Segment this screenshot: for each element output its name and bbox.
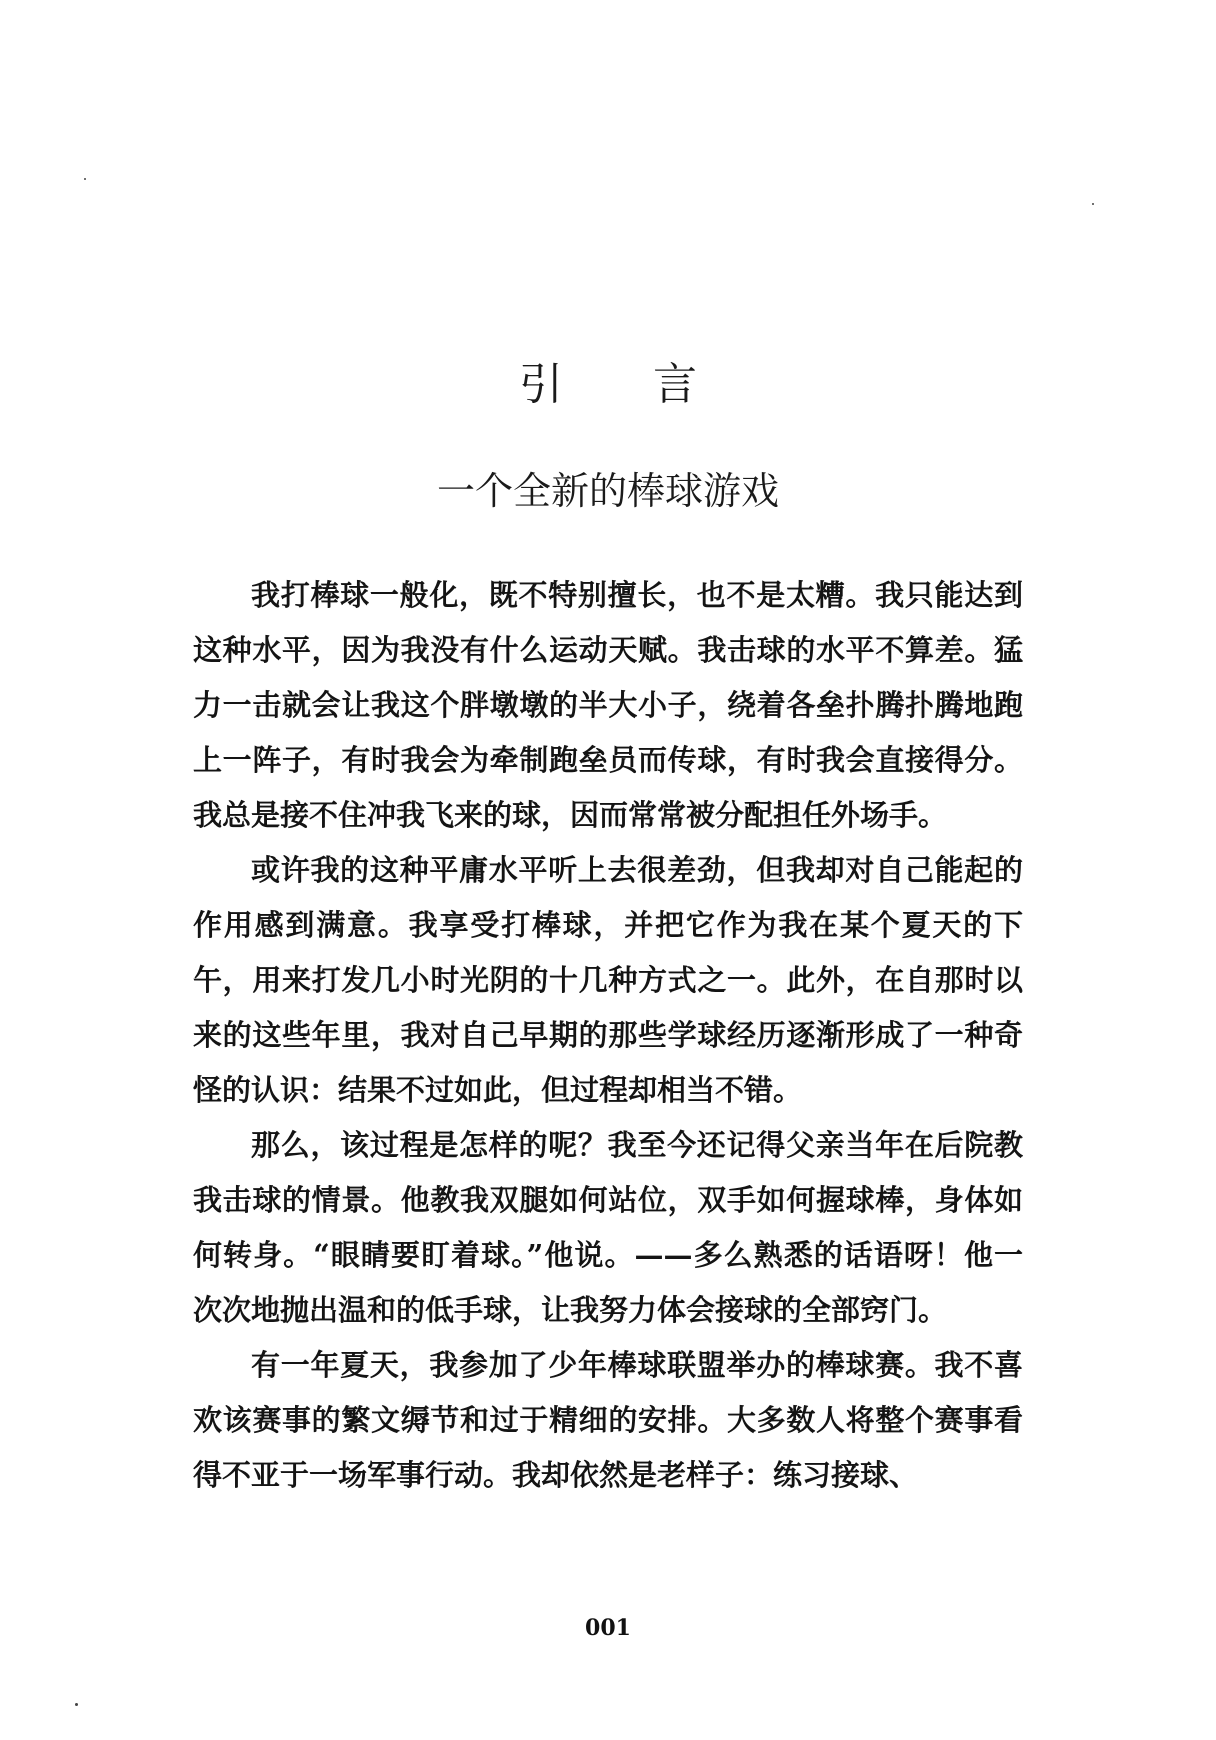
paragraph: 或许我的这种平庸水平听上去很差劲，但我却对自己能起的作用感到满意。我享受打棒球，并把它作为我在某个夏天的下午，用来打发几小时光阴的十几种方式之一。此外，在自那时以来的这些年里，我对自己早期的那些学球经历逐渐形成了一种奇怪的认识：结果不过如此，但过程却相当不错。 — [193, 853, 1023, 1107]
chapter-label: 引 言 — [519, 359, 735, 410]
chapter-title: 一个全新的棒球游戏 — [436, 469, 779, 513]
page-number: 001 — [585, 1615, 631, 1641]
scan-speck — [1092, 203, 1094, 205]
body-text — [193, 568, 1023, 1503]
scan-speck — [75, 1703, 78, 1706]
paragraph: 有一年夏天，我参加了少年棒球联盟举办的棒球赛。我不喜欢该赛事的繁文缛节和过于精细的安排。大多数人将整个赛事看得不亚于一场军事行动。我却依然是老样子：练习接球、 — [193, 1348, 1023, 1492]
scan-speck — [84, 178, 86, 180]
paragraph: 那么，该过程是怎样的呢？我至今还记得父亲当年在后院教我击球的情景。他教我双腿如何站位，双手如何握球棒，身体如何转身。“眼睛要盯着球。”他说。——多么熟悉的话语呀！他一次次地抛出温和的低手球，让我努力体会接球的全部窍门。 — [193, 1128, 1023, 1327]
paragraph: 我打棒球一般化，既不特别擅长，也不是太糟。我只能达到这种水平，因为我没有什么运动天赋。我击球的水平不算差。猛力一击就会让我这个胖墩墩的半大小子，绕着各垒扑腾扑腾地跑上一阵子，有时我会为牵制跑垒员而传球，有时我会直接得分。我总是接不住冲我飞来的球，因而常常被分配担任外场手。 — [193, 578, 1023, 832]
